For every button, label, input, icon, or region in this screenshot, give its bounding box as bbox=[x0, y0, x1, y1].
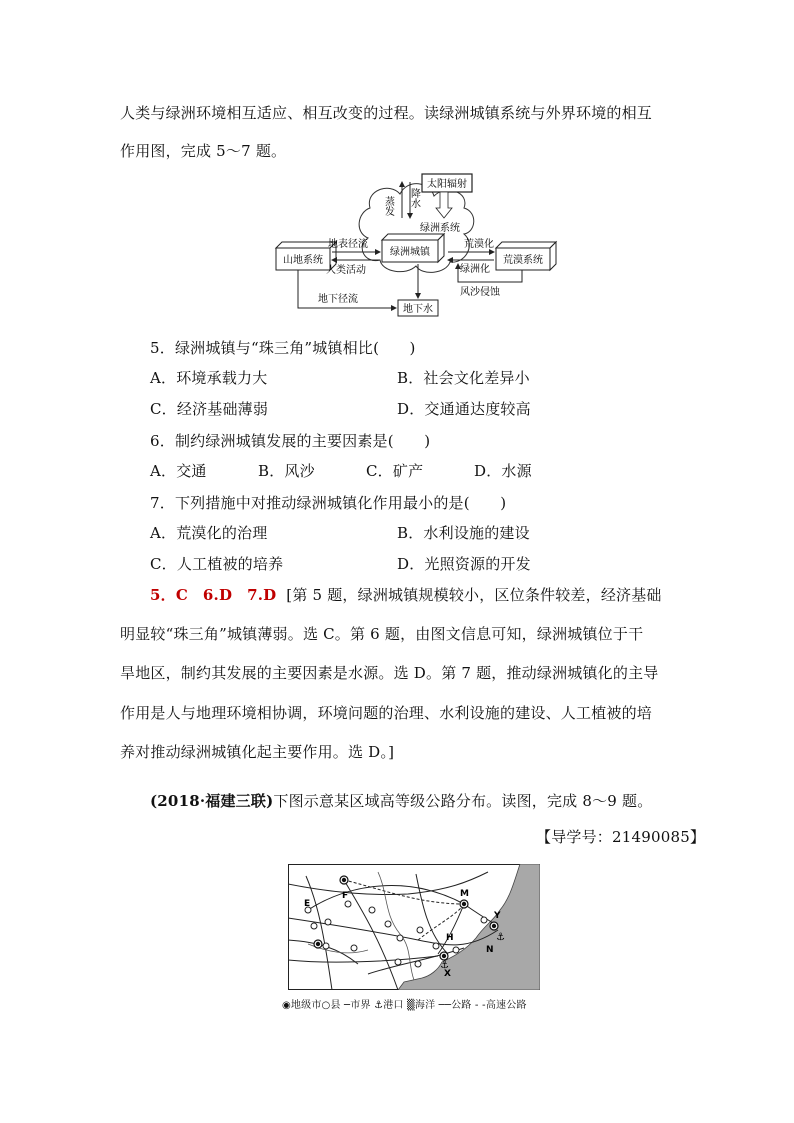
answer-6: 6.D bbox=[202, 586, 233, 604]
label-e: E bbox=[304, 899, 311, 909]
label-x: X bbox=[444, 969, 451, 979]
q5-option-a: A．环境承载力大 bbox=[150, 369, 268, 387]
study-number: 【导学号：21490085】 bbox=[536, 828, 706, 846]
intro-line-2: 作用图，完成 5～7 题。 bbox=[120, 142, 287, 160]
precipitation-label: 降水 bbox=[408, 188, 420, 208]
answer-5: 5．C bbox=[150, 586, 188, 604]
q5-option-c: C．经济基础薄弱 bbox=[150, 400, 269, 418]
q5-option-d: D．交通通达度较高 bbox=[397, 400, 531, 418]
q7-option-b: B．水利设施的建设 bbox=[397, 524, 530, 542]
solar-label: 太阳辐射 bbox=[427, 179, 467, 190]
map-legend: ◉地级市○县 ─市界 ⚓港口 ▒海洋 ──公路 - -高速公路 bbox=[282, 1000, 527, 1011]
q7-stem: 7．下列措施中对推动绿洲城镇化作用最小的是( ) bbox=[150, 494, 507, 512]
solar-arrow bbox=[436, 192, 452, 218]
label-m: M bbox=[460, 889, 469, 899]
q8-intro bbox=[150, 790, 652, 811]
intro-line-1: 人类与绿洲环境相互适应、相互改变的过程。读绿洲城镇系统与外界环境的相互 bbox=[120, 104, 653, 122]
label-n: N bbox=[486, 945, 494, 955]
surface-runoff-label: 地表径流 bbox=[328, 239, 368, 250]
q5-option-b: B．社会文化差异小 bbox=[397, 369, 530, 387]
svg-text:⚓: ⚓ bbox=[496, 932, 505, 943]
answer-explanation-5: 养对推动绿洲城镇化起主要作用。选 D。] bbox=[120, 743, 395, 761]
highway-map bbox=[288, 864, 540, 990]
label-f: F bbox=[342, 891, 349, 901]
label-h: H bbox=[446, 933, 454, 943]
oasis-system-label: 绿洲系统 bbox=[420, 223, 460, 234]
answer-explanation-2: 明显较“珠三角”城镇薄弱。选 C。第 6 题，由图文信息可知，绿洲城镇位于干 bbox=[120, 625, 644, 643]
answer-explanation-3: 旱地区，制约其发展的主要因素是水源。选 D。第 7 题，推动绿洲城镇化的主导 bbox=[120, 664, 659, 682]
q6-option-d: D．水源 bbox=[474, 462, 532, 480]
q6-stem: 6．制约绿洲城镇发展的主要因素是( ) bbox=[150, 432, 431, 450]
evaporation-label: 蒸发 bbox=[382, 196, 394, 216]
answer-7: 7.D bbox=[247, 586, 277, 604]
desert-system-label: 荒漠系统 bbox=[503, 255, 543, 266]
q6-option-c: C．矿产 bbox=[366, 462, 424, 480]
q5-stem: 5．绿洲城镇与“珠三角”城镇相比( ) bbox=[150, 339, 416, 357]
mountain-system-label: 山地系统 bbox=[283, 255, 323, 266]
desertification-label: 荒漠化 bbox=[464, 239, 494, 250]
answer-line-1 bbox=[150, 584, 662, 605]
human-activity-label: 人类活动 bbox=[326, 265, 366, 276]
wind-erosion-label: 风沙侵蚀 bbox=[460, 287, 500, 298]
oasis-system-diagram bbox=[270, 168, 560, 320]
q7-option-c: C．人工植被的培养 bbox=[150, 555, 284, 573]
oasisification-label: 绿洲化 bbox=[460, 264, 490, 275]
q8-source: (2018·福建三联) bbox=[150, 792, 274, 810]
q6-option-b: B．风沙 bbox=[258, 462, 315, 480]
q8-intro-text: 下图示意某区域高等级公路分布。读图，完成 8～9 题。 bbox=[273, 792, 653, 810]
underground-runoff-label: 地下径流 bbox=[318, 294, 358, 305]
label-y: Y bbox=[494, 911, 501, 921]
answer-explanation-1: [第 5 题，绿洲城镇规模较小，区位条件较差，经济基础 bbox=[286, 586, 662, 604]
svg-text:⚓: ⚓ bbox=[440, 960, 449, 971]
q6-option-a: A．交通 bbox=[150, 462, 207, 480]
answer-explanation-4: 作用是人与地理环境相协调，环境问题的治理、水利设施的建设、人工植被的培 bbox=[120, 704, 653, 722]
oasis-town-label: 绿洲城镇 bbox=[390, 247, 430, 258]
groundwater-label: 地下水 bbox=[403, 304, 433, 315]
q7-option-d: D．光照资源的开发 bbox=[397, 555, 531, 573]
q7-option-a: A．荒漠化的治理 bbox=[150, 524, 268, 542]
